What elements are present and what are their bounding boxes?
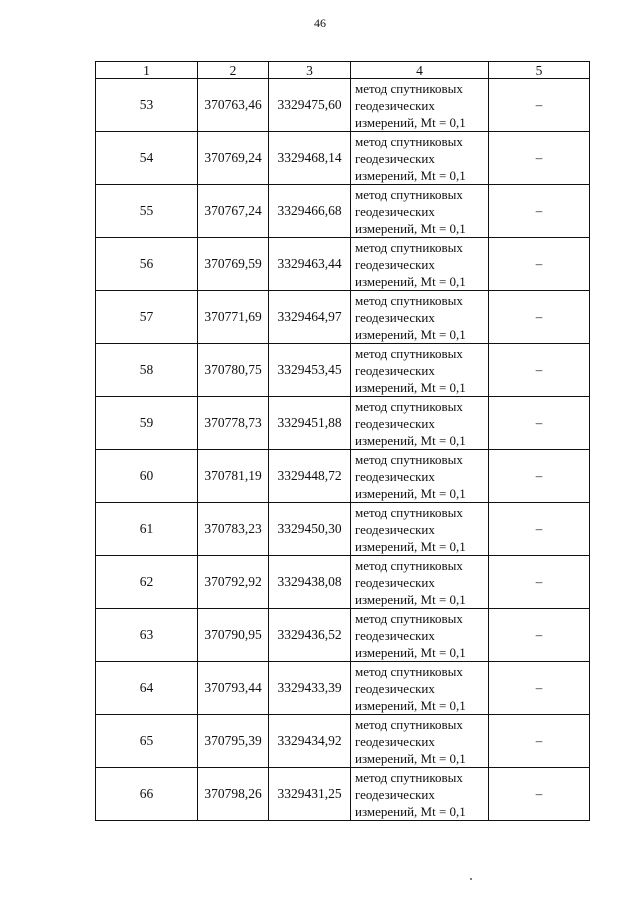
method-line: метод спутниковых	[355, 292, 463, 308]
coordinates-table	[95, 61, 590, 821]
point-number-cell: 58	[96, 344, 198, 397]
method-line: измерений, Mt = 0,1	[355, 273, 466, 289]
note-cell: –	[489, 397, 590, 450]
method-cell	[351, 185, 489, 238]
y-coordinate-cell: 3329475,60	[269, 79, 351, 132]
method-cell	[351, 450, 489, 503]
y-coordinate-cell: 3329451,88	[269, 397, 351, 450]
method-line: измерений, Mt = 0,1	[355, 326, 466, 342]
point-number-cell: 62	[96, 556, 198, 609]
point-number-cell: 57	[96, 291, 198, 344]
note-cell: –	[489, 503, 590, 556]
method-line: метод спутниковых	[355, 133, 463, 149]
method-line: измерений, Mt = 0,1	[355, 485, 466, 501]
method-line: геодезических	[355, 574, 435, 590]
x-coordinate-cell: 370771,69	[198, 291, 269, 344]
column-header-1: 1	[96, 62, 198, 79]
method-line: метод спутниковых	[355, 345, 463, 361]
method-line: геодезических	[355, 415, 435, 431]
method-line: геодезических	[355, 362, 435, 378]
table-header	[96, 62, 590, 79]
table-row	[96, 503, 590, 556]
note-cell: –	[489, 79, 590, 132]
method-cell	[351, 397, 489, 450]
method-cell	[351, 79, 489, 132]
method-line: измерений, Mt = 0,1	[355, 644, 466, 660]
method-line: геодезических	[355, 733, 435, 749]
x-coordinate-cell: 370769,24	[198, 132, 269, 185]
method-line: метод спутниковых	[355, 557, 463, 573]
method-cell	[351, 344, 489, 397]
table-row	[96, 185, 590, 238]
y-coordinate-cell: 3329438,08	[269, 556, 351, 609]
note-cell: –	[489, 556, 590, 609]
method-cell	[351, 238, 489, 291]
note-cell: –	[489, 132, 590, 185]
x-coordinate-cell: 370781,19	[198, 450, 269, 503]
table-row	[96, 609, 590, 662]
x-coordinate-cell: 370793,44	[198, 662, 269, 715]
method-line: метод спутниковых	[355, 769, 463, 785]
table-row	[96, 79, 590, 132]
note-cell: –	[489, 344, 590, 397]
note-cell: –	[489, 238, 590, 291]
x-coordinate-cell: 370783,23	[198, 503, 269, 556]
y-coordinate-cell: 3329466,68	[269, 185, 351, 238]
point-number-cell: 54	[96, 132, 198, 185]
method-line: геодезических	[355, 150, 435, 166]
method-line: метод спутниковых	[355, 80, 463, 96]
column-header-4: 4	[351, 62, 489, 79]
table-row	[96, 132, 590, 185]
table-row	[96, 768, 590, 821]
method-line: геодезических	[355, 309, 435, 325]
x-coordinate-cell: 370778,73	[198, 397, 269, 450]
method-line: метод спутниковых	[355, 239, 463, 255]
method-cell	[351, 609, 489, 662]
note-cell: –	[489, 715, 590, 768]
method-line: измерений, Mt = 0,1	[355, 114, 466, 130]
table-row	[96, 556, 590, 609]
method-line: геодезических	[355, 256, 435, 272]
table-row	[96, 715, 590, 768]
y-coordinate-cell: 3329468,14	[269, 132, 351, 185]
method-line: геодезических	[355, 97, 435, 113]
method-line: метод спутниковых	[355, 610, 463, 626]
method-cell	[351, 715, 489, 768]
point-number-cell: 63	[96, 609, 198, 662]
method-line: измерений, Mt = 0,1	[355, 591, 466, 607]
point-number-cell: 59	[96, 397, 198, 450]
x-coordinate-cell: 370769,59	[198, 238, 269, 291]
method-line: геодезических	[355, 627, 435, 643]
point-number-cell: 65	[96, 715, 198, 768]
method-line: измерений, Mt = 0,1	[355, 697, 466, 713]
method-line: геодезических	[355, 203, 435, 219]
method-line: измерений, Mt = 0,1	[355, 432, 466, 448]
method-line: метод спутниковых	[355, 504, 463, 520]
y-coordinate-cell: 3329448,72	[269, 450, 351, 503]
x-coordinate-cell: 370798,26	[198, 768, 269, 821]
point-number-cell: 55	[96, 185, 198, 238]
point-number-cell: 60	[96, 450, 198, 503]
column-header-3: 3	[269, 62, 351, 79]
note-cell: –	[489, 768, 590, 821]
point-number-cell: 56	[96, 238, 198, 291]
x-coordinate-cell: 370792,92	[198, 556, 269, 609]
scan-speck	[470, 878, 472, 880]
note-cell: –	[489, 662, 590, 715]
y-coordinate-cell: 3329463,44	[269, 238, 351, 291]
point-number-cell: 53	[96, 79, 198, 132]
method-line: геодезических	[355, 786, 435, 802]
table-row	[96, 450, 590, 503]
x-coordinate-cell: 370790,95	[198, 609, 269, 662]
method-line: метод спутниковых	[355, 186, 463, 202]
y-coordinate-cell: 3329434,92	[269, 715, 351, 768]
x-coordinate-cell: 370795,39	[198, 715, 269, 768]
table-body	[96, 79, 590, 821]
note-cell: –	[489, 609, 590, 662]
column-header-2: 2	[198, 62, 269, 79]
method-line: геодезических	[355, 468, 435, 484]
table-row	[96, 397, 590, 450]
method-cell	[351, 662, 489, 715]
x-coordinate-cell: 370763,46	[198, 79, 269, 132]
method-cell	[351, 291, 489, 344]
x-coordinate-cell: 370780,75	[198, 344, 269, 397]
method-cell	[351, 556, 489, 609]
note-cell: –	[489, 185, 590, 238]
point-number-cell: 61	[96, 503, 198, 556]
method-line: метод спутниковых	[355, 398, 463, 414]
note-cell: –	[489, 450, 590, 503]
y-coordinate-cell: 3329433,39	[269, 662, 351, 715]
y-coordinate-cell: 3329464,97	[269, 291, 351, 344]
header-row	[96, 62, 590, 79]
point-number-cell: 64	[96, 662, 198, 715]
method-cell	[351, 768, 489, 821]
method-line: измерений, Mt = 0,1	[355, 220, 466, 236]
column-header-5: 5	[489, 62, 590, 79]
method-line: метод спутниковых	[355, 451, 463, 467]
method-cell	[351, 132, 489, 185]
method-line: измерений, Mt = 0,1	[355, 750, 466, 766]
method-line: геодезических	[355, 521, 435, 537]
y-coordinate-cell: 3329453,45	[269, 344, 351, 397]
y-coordinate-cell: 3329431,25	[269, 768, 351, 821]
method-line: измерений, Mt = 0,1	[355, 803, 466, 819]
table-row	[96, 238, 590, 291]
note-cell: –	[489, 291, 590, 344]
point-number-cell: 66	[96, 768, 198, 821]
y-coordinate-cell: 3329436,52	[269, 609, 351, 662]
method-line: геодезических	[355, 680, 435, 696]
x-coordinate-cell: 370767,24	[198, 185, 269, 238]
method-line: измерений, Mt = 0,1	[355, 167, 466, 183]
page-number: 46	[314, 16, 326, 30]
method-line: метод спутниковых	[355, 663, 463, 679]
table-row	[96, 662, 590, 715]
y-coordinate-cell: 3329450,30	[269, 503, 351, 556]
method-line: измерений, Mt = 0,1	[355, 379, 466, 395]
table-row	[96, 344, 590, 397]
method-cell	[351, 503, 489, 556]
method-line: измерений, Mt = 0,1	[355, 538, 466, 554]
method-line: метод спутниковых	[355, 716, 463, 732]
table-row	[96, 291, 590, 344]
